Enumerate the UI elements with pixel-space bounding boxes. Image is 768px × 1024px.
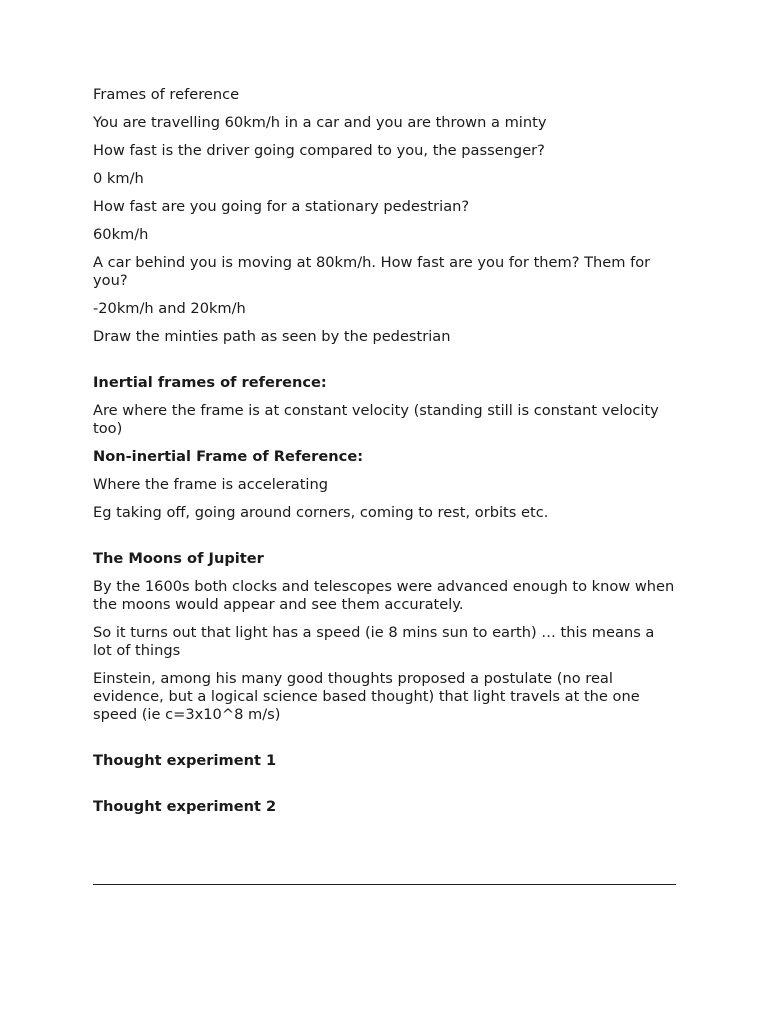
section-heading-noninertial: Non-inertial Frame of Reference: bbox=[93, 448, 364, 465]
blank-line bbox=[93, 356, 676, 374]
paragraph: 60km/h bbox=[93, 226, 149, 243]
paragraph: So it turns out that light has a speed (ie 8 mins sun to earth) … this means a lot of things bbox=[93, 624, 660, 659]
paragraph: Where the frame is accelerating bbox=[93, 476, 328, 493]
section-heading-experiment-1: Thought experiment 1 bbox=[93, 752, 277, 769]
paragraph: A car behind you is moving at 80km/h. How fast are you for them? Them for you? bbox=[93, 254, 655, 289]
blank-line bbox=[93, 734, 676, 752]
section-heading-inertial: Inertial frames of reference: bbox=[93, 374, 327, 391]
paragraph: How fast is the driver going compared to you, the passenger? bbox=[93, 142, 545, 159]
paragraph: Are where the frame is at constant velocity (standing still is constant velocity too) bbox=[93, 402, 664, 437]
document-body bbox=[93, 86, 679, 826]
blank-line bbox=[93, 532, 676, 550]
title-line: Frames of reference bbox=[93, 86, 240, 103]
horizontal-rule bbox=[93, 884, 676, 885]
paragraph: 0 km/h bbox=[93, 170, 144, 187]
section-heading-moons: The Moons of Jupiter bbox=[93, 550, 264, 567]
paragraph: Einstein, among his many good thoughts proposed a postulate (no real evidence, but a logical science based thought) that light travels at the one speed (ie c=3x10^8 m/s) bbox=[93, 670, 645, 723]
section-heading-experiment-2: Thought experiment 2 bbox=[93, 798, 277, 815]
paragraph: How fast are you going for a stationary pedestrian? bbox=[93, 198, 470, 215]
blank-line bbox=[93, 780, 676, 798]
paragraph: Draw the minties path as seen by the pedestrian bbox=[93, 328, 451, 345]
paragraph: You are travelling 60km/h in a car and you are thrown a minty bbox=[93, 114, 547, 131]
paragraph: By the 1600s both clocks and telescopes were advanced enough to know when the moons would appear and see them accurately. bbox=[93, 578, 679, 613]
paragraph: -20km/h and 20km/h bbox=[93, 300, 246, 317]
paragraph: Eg taking off, going around corners, coming to rest, orbits etc. bbox=[93, 504, 549, 521]
